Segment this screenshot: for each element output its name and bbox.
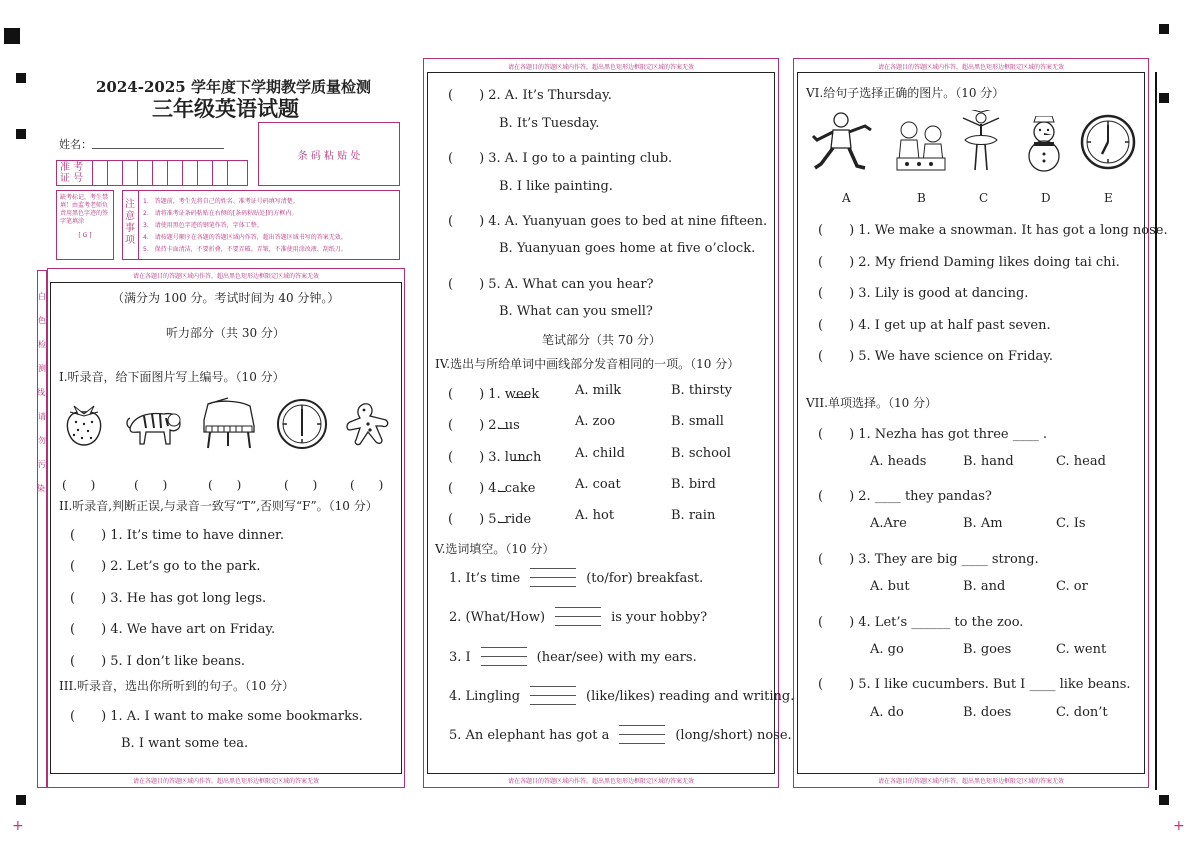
area-warning: 请在各题目的答题区域内作答，超出黑色矩形边框限定区域的答案无效 — [132, 778, 319, 785]
notice-item: 1. 答题前，考生先将自己的姓名、准考证号码填写清楚。 — [143, 198, 299, 205]
picture-letter: C — [979, 191, 989, 205]
fill-item — [449, 725, 792, 745]
option-a: A. heads — [870, 454, 927, 469]
option-b: B. thirsty — [671, 383, 733, 398]
exam-subtitle: 三年级英语试题 — [152, 96, 299, 121]
option-b: B. Am — [963, 516, 1003, 531]
question-item[interactable]: ( ) 1. We make a snowman. It has got a long nose. — [818, 223, 1168, 238]
registration-mark — [16, 795, 26, 805]
barcode-area — [258, 122, 400, 186]
option-a: A. coat — [575, 477, 621, 492]
option-a: A. but — [870, 579, 910, 594]
question-item[interactable]: ( ) 3. Lily is good at dancing. — [818, 286, 1029, 301]
clock-icon — [276, 398, 328, 450]
option-b: B. hand — [963, 454, 1014, 469]
option-b: B. What can you smell? — [499, 304, 653, 319]
piano-icon — [198, 396, 258, 452]
option-c: C. or — [1056, 579, 1088, 594]
question-item[interactable]: ( ) 2. us — [448, 418, 520, 433]
fill-prefix: 1. It’s time — [449, 570, 521, 586]
notice-item: 5. 保持卡面清洁，不要折叠，不要弄破。弄皱，不准使用涂改液、刮纸刀。 — [143, 246, 347, 253]
question-item[interactable]: ( ) 3. A. I go to a painting club. — [448, 151, 673, 166]
underline-mark — [514, 397, 530, 398]
option-b: B. rain — [671, 508, 716, 523]
underline-mark — [499, 428, 508, 429]
option-b: B. does — [963, 705, 1012, 720]
option-b: B. It’s Tuesday. — [499, 116, 600, 131]
snowman-icon — [1022, 116, 1066, 172]
crosshair-mark: + — [12, 818, 24, 834]
notice-item: 2. 请将准考证条码粘贴在右侧的[条码粘贴处]的方框内。 — [143, 210, 298, 217]
question-item[interactable]: ( ) 1. week — [448, 387, 540, 402]
side-text: 白色检测线，请勿污染！ — [37, 292, 53, 493]
clock-icon — [1080, 114, 1136, 170]
exam-number-grid[interactable] — [56, 160, 248, 186]
gingerbread-icon — [342, 400, 392, 448]
registration-mark — [1159, 795, 1169, 805]
fill-item — [449, 647, 697, 667]
absent-checkbox[interactable]: [ G ] — [78, 232, 92, 239]
question-item[interactable]: ( ) 2. My friend Daming likes doing tai chi. — [818, 255, 1120, 270]
tiger-icon — [124, 398, 186, 450]
question-item[interactable]: ( ) 2. Let’s go to the park. — [70, 559, 261, 574]
fill-prefix: 3. I — [449, 649, 471, 665]
children-painting-icon — [893, 118, 949, 174]
answer-paren[interactable]: ( ) — [62, 478, 96, 492]
option-b: B. and — [963, 579, 1006, 594]
notice-item: 3. 请使用黑色字迹的钢笔作答，字体工整。 — [143, 222, 263, 229]
question-item[interactable]: ( ) 2. A. It’s Thursday. — [448, 88, 612, 103]
strawberry-icon — [60, 400, 108, 452]
barcode-label: 条 码 粘 贴 处 — [297, 150, 361, 162]
option-c: C. don’t — [1056, 705, 1108, 720]
notice-label: 注意事项 — [123, 191, 139, 259]
fill-item — [449, 607, 707, 627]
option-b: B. goes — [963, 642, 1012, 657]
area-warning: 请在各题目的答题区域内作答，超出黑色矩形边框限定区域的答案无效 — [132, 273, 319, 280]
absent-note: 缺考标记，考生禁填！由监考老师负责用黑色字迹的签字笔填涂 — [60, 194, 109, 225]
fill-prefix: 2. (What/How) — [449, 609, 546, 625]
fill-suffix: (hear/see) with my ears. — [536, 649, 697, 665]
section-1-title: I.听录音，给下面图片写上编号。（10 分） — [59, 370, 285, 384]
question-item[interactable]: ( ) 1. It’s time to have dinner. — [70, 528, 284, 543]
right-edge-line — [1155, 72, 1157, 790]
underline-mark — [511, 460, 529, 461]
question-item[interactable]: ( ) 3. lunch — [448, 450, 542, 465]
fill-item — [449, 686, 794, 706]
picture-letter: E — [1104, 191, 1113, 205]
answer-paren[interactable]: ( ) — [350, 478, 384, 492]
question-item[interactable]: ( ) 5. A. What can you hear? — [448, 277, 654, 292]
question-item[interactable]: ( ) 5. I like cucumbers. But I ____ like beans. — [818, 677, 1131, 692]
exam-title: 2024-2025 学年度下学期教学质量检测 — [96, 78, 371, 96]
fill-item — [449, 568, 703, 588]
section-6-title: VI.给句子选择正确的图片。（10 分） — [806, 86, 1005, 100]
section-4-title: IV.选出与所给单词中画线部分发音相同的一项。（10 分） — [435, 357, 740, 371]
absent-mark-box — [56, 190, 114, 260]
option-b: B. bird — [671, 477, 716, 492]
option-b: B. small — [671, 414, 724, 429]
option-c: C. went — [1056, 642, 1107, 657]
fill-blank[interactable] — [530, 568, 576, 588]
registration-mark — [16, 73, 26, 83]
name-label: 姓名： — [59, 138, 92, 151]
registration-mark — [1159, 93, 1169, 103]
question-item[interactable]: ( ) 5. ride — [448, 512, 532, 527]
notice-box — [122, 190, 400, 260]
question-item[interactable]: ( ) 4. We have art on Friday. — [70, 622, 276, 637]
answer-paren[interactable]: ( ) — [134, 478, 168, 492]
registration-mark — [1159, 24, 1169, 34]
answer-paren[interactable]: ( ) — [284, 478, 318, 492]
notice-list — [139, 191, 351, 259]
option-b: B. Yuanyuan goes home at five o’clock. — [499, 241, 756, 256]
section-3-title: III.听录音，选出你所听到的句子。（10 分） — [59, 679, 295, 693]
ballet-dancer-icon — [957, 110, 1005, 172]
area-warning: 请在各题目的答题区域内作答，超出黑色矩形边框限定区域的答案无效 — [507, 64, 694, 71]
question-item[interactable]: ( ) 4. A. Yuanyuan goes to bed at nine fifteen. — [448, 214, 768, 229]
fill-blank[interactable] — [530, 686, 576, 706]
area-warning: 请在各题目的答题区域内作答，超出黑色矩形边框限定区域的答案无效 — [877, 64, 1064, 71]
question-item[interactable]: ( ) 4. I get up at half past seven. — [818, 318, 1051, 333]
option-a: A. child — [575, 446, 625, 461]
option-a: A. hot — [575, 508, 615, 523]
area-warning: 请在各题目的答题区域内作答，超出黑色矩形边框限定区域的答案无效 — [507, 778, 694, 785]
option-c: C. Is — [1056, 516, 1086, 531]
fill-prefix: 4. Lingling — [449, 688, 521, 704]
picture-letter: B — [917, 191, 926, 205]
option-a: A.Are — [870, 516, 907, 531]
section-5-title: V.选词填空。（10 分） — [435, 542, 555, 556]
tai-chi-icon — [809, 110, 875, 176]
underline-mark — [498, 522, 506, 523]
fill-suffix: is your hobby? — [611, 609, 708, 625]
question-item[interactable]: ( ) 2. ____ they pandas? — [818, 489, 992, 504]
underline-mark — [498, 491, 506, 492]
crosshair-mark: + — [1173, 818, 1185, 834]
option-b: B. I want some tea. — [121, 736, 249, 751]
listening-title: 听力部分（共 30 分） — [166, 326, 285, 340]
option-b: B. school — [671, 446, 731, 461]
option-a: A. go — [870, 642, 904, 657]
question-item[interactable]: ( ) 3. He has got long legs. — [70, 591, 267, 606]
fill-suffix: (like/likes) reading and writing. — [586, 688, 795, 704]
question-item[interactable]: ( ) 4. cake — [448, 481, 536, 496]
registration-mark — [16, 129, 26, 139]
section-7-title: VII.单项选择。（10 分） — [806, 396, 938, 410]
question-item[interactable]: ( ) 5. We have science on Friday. — [818, 349, 1054, 364]
score-info: （满分为 100 分。考试时间为 40 分钟。） — [112, 291, 340, 305]
fill-blank[interactable] — [481, 647, 527, 667]
fill-blank[interactable] — [619, 725, 665, 745]
registration-mark — [4, 28, 20, 44]
question-item[interactable]: ( ) 1. Nezha has got three ____ . — [818, 427, 1048, 442]
option-b: B. I like painting. — [499, 179, 613, 194]
fill-suffix: (to/for) breakfast. — [586, 570, 704, 586]
question-item[interactable]: ( ) 4. Let’s ______ to the zoo. — [818, 615, 1024, 630]
fill-prefix: 5. An elephant has got a — [449, 727, 610, 743]
picture-letter: D — [1041, 191, 1051, 205]
notice-item: 4. 请按题号顺序在各题的答题区域内作答，超出答题区域书写的答案无效。 — [143, 234, 347, 241]
answer-paren[interactable]: ( ) — [208, 478, 242, 492]
picture-letter: A — [842, 191, 851, 205]
exam-number-label: 准 考 证 号 — [57, 161, 93, 185]
section-2-title: II.听录音,判断正误,与录音一致写“T”,否则写“F”。（10 分） — [59, 499, 378, 513]
option-a: A. milk — [575, 383, 622, 398]
name-field[interactable] — [92, 148, 224, 149]
question-item[interactable]: ( ) 3. They are big ____ strong. — [818, 552, 1039, 567]
question-item[interactable]: ( ) 5. I don’t like beans. — [70, 654, 246, 669]
question-item[interactable]: ( ) 1. A. I want to make some bookmarks. — [70, 709, 363, 724]
option-c: C. head — [1056, 454, 1106, 469]
area-warning: 请在各题目的答题区域内作答，超出黑色矩形边框限定区域的答案无效 — [877, 778, 1064, 785]
fill-suffix: (long/short) nose. — [675, 727, 792, 743]
fill-blank[interactable] — [555, 607, 601, 627]
option-a: A. do — [870, 705, 904, 720]
writing-title: 笔试部分（共 70 分） — [542, 333, 661, 347]
option-a: A. zoo — [575, 414, 616, 429]
